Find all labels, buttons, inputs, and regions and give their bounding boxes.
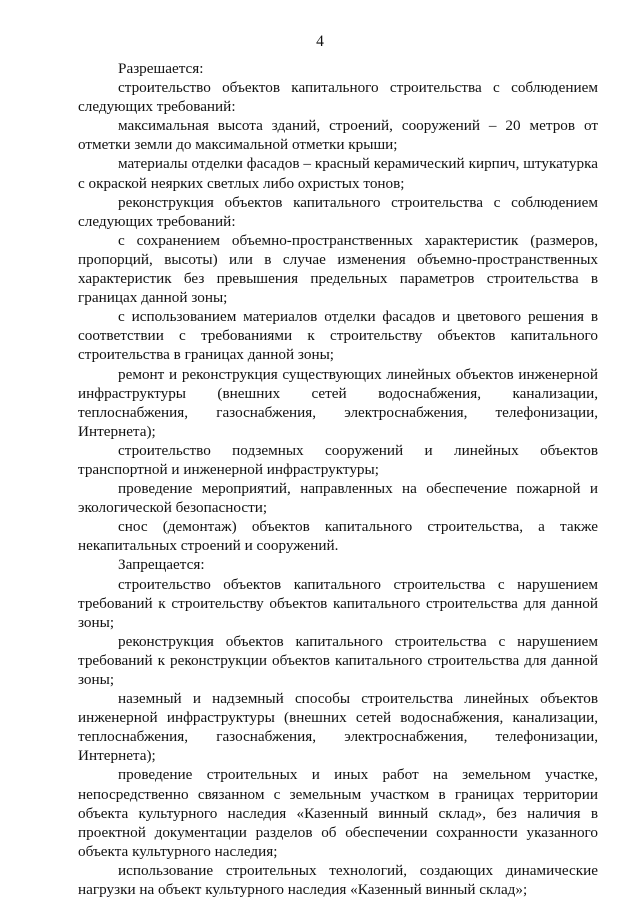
paragraph-max-height: максимальная высота зданий, строений, сооружений – 20 метров от отметки земли до максимальной отметки крыши; (78, 117, 598, 154)
document-body (78, 59, 598, 899)
paragraph-demolition: снос (демонтаж) объектов капитального строительства, а также некапитальных строений и сооружений. (78, 518, 598, 555)
paragraph-reconstruction-requirements: реконструкция объектов капитального строительства с соблюдением следующих требований: (78, 193, 598, 230)
paragraph-construction-requirements: строительство объектов капитального строительства с соблюдением следующих требований: (78, 79, 598, 116)
page-number: 4 (316, 33, 324, 50)
paragraph-facade-color: с использованием материалов отделки фасадов и цветового решения в соответствии с требованиями к строительству объектов капитального строительства в границах данной зоны; (78, 308, 598, 364)
paragraph-dynamic-loads: использование строительных технологий, создающих динамические нагрузки на объект культурного наследия «Казенный винный склад»; (78, 861, 598, 899)
paragraph-underground-construction: строительство подземных сооружений и линейных объектов транспортной и инженерной инфраструктуры; (78, 441, 598, 478)
paragraph-construction-violation: строительство объектов капитального строительства с нарушением требований к строительству объектов капитального строительства для данной зоны; (78, 575, 598, 631)
paragraph-works-near-heritage: проведение строительных и иных работ на земельном участке, непосредственно связанном с земельным участком в границах территории объекта культурного наследия «Казенный винный склад», без наличия в проектной документации разделов об обеспечении сохранности указанного объекта культурного наследия; (78, 766, 598, 860)
paragraph-facade-materials: материалы отделки фасадов – красный керамический кирпич, штукатурка с окраской неярких светлых либо охристых тонов; (78, 155, 598, 192)
paragraph-fire-safety: проведение мероприятий, направленных на обеспечение пожарной и экологической безопасности; (78, 480, 598, 517)
permitted-heading: Разрешается: (118, 60, 204, 77)
paragraph-reconstruction-violation: реконструкция объектов капитального строительства с нарушением требований к реконструкции объектов капитального строительства для данной зоны; (78, 632, 598, 688)
prohibited-heading: Запрещается: (118, 556, 205, 574)
paragraph-overground-linear: наземный и надземный способы строительства линейных объектов инженерной инфраструктуры (внешних сетей водоснабжения, канализации, теплоснабжения, газоснабжения, электроснабжения, телефонизации, Интернета); (78, 690, 598, 765)
paragraph-linear-repair: ремонт и реконструкция существующих линейных объектов инженерной инфраструктуры (внешних сетей водоснабжения, канализации, теплоснабжения, газоснабжения, электроснабжения, телефонизации, Интернета); (78, 365, 598, 440)
paragraph-volume-characteristics: с сохранением объемно-пространственных характеристик (размеров, пропорций, высоты) или в случае изменения объемно-пространственных характеристик без превышения предельных параметров строительства в границах данной зоны; (78, 231, 598, 307)
